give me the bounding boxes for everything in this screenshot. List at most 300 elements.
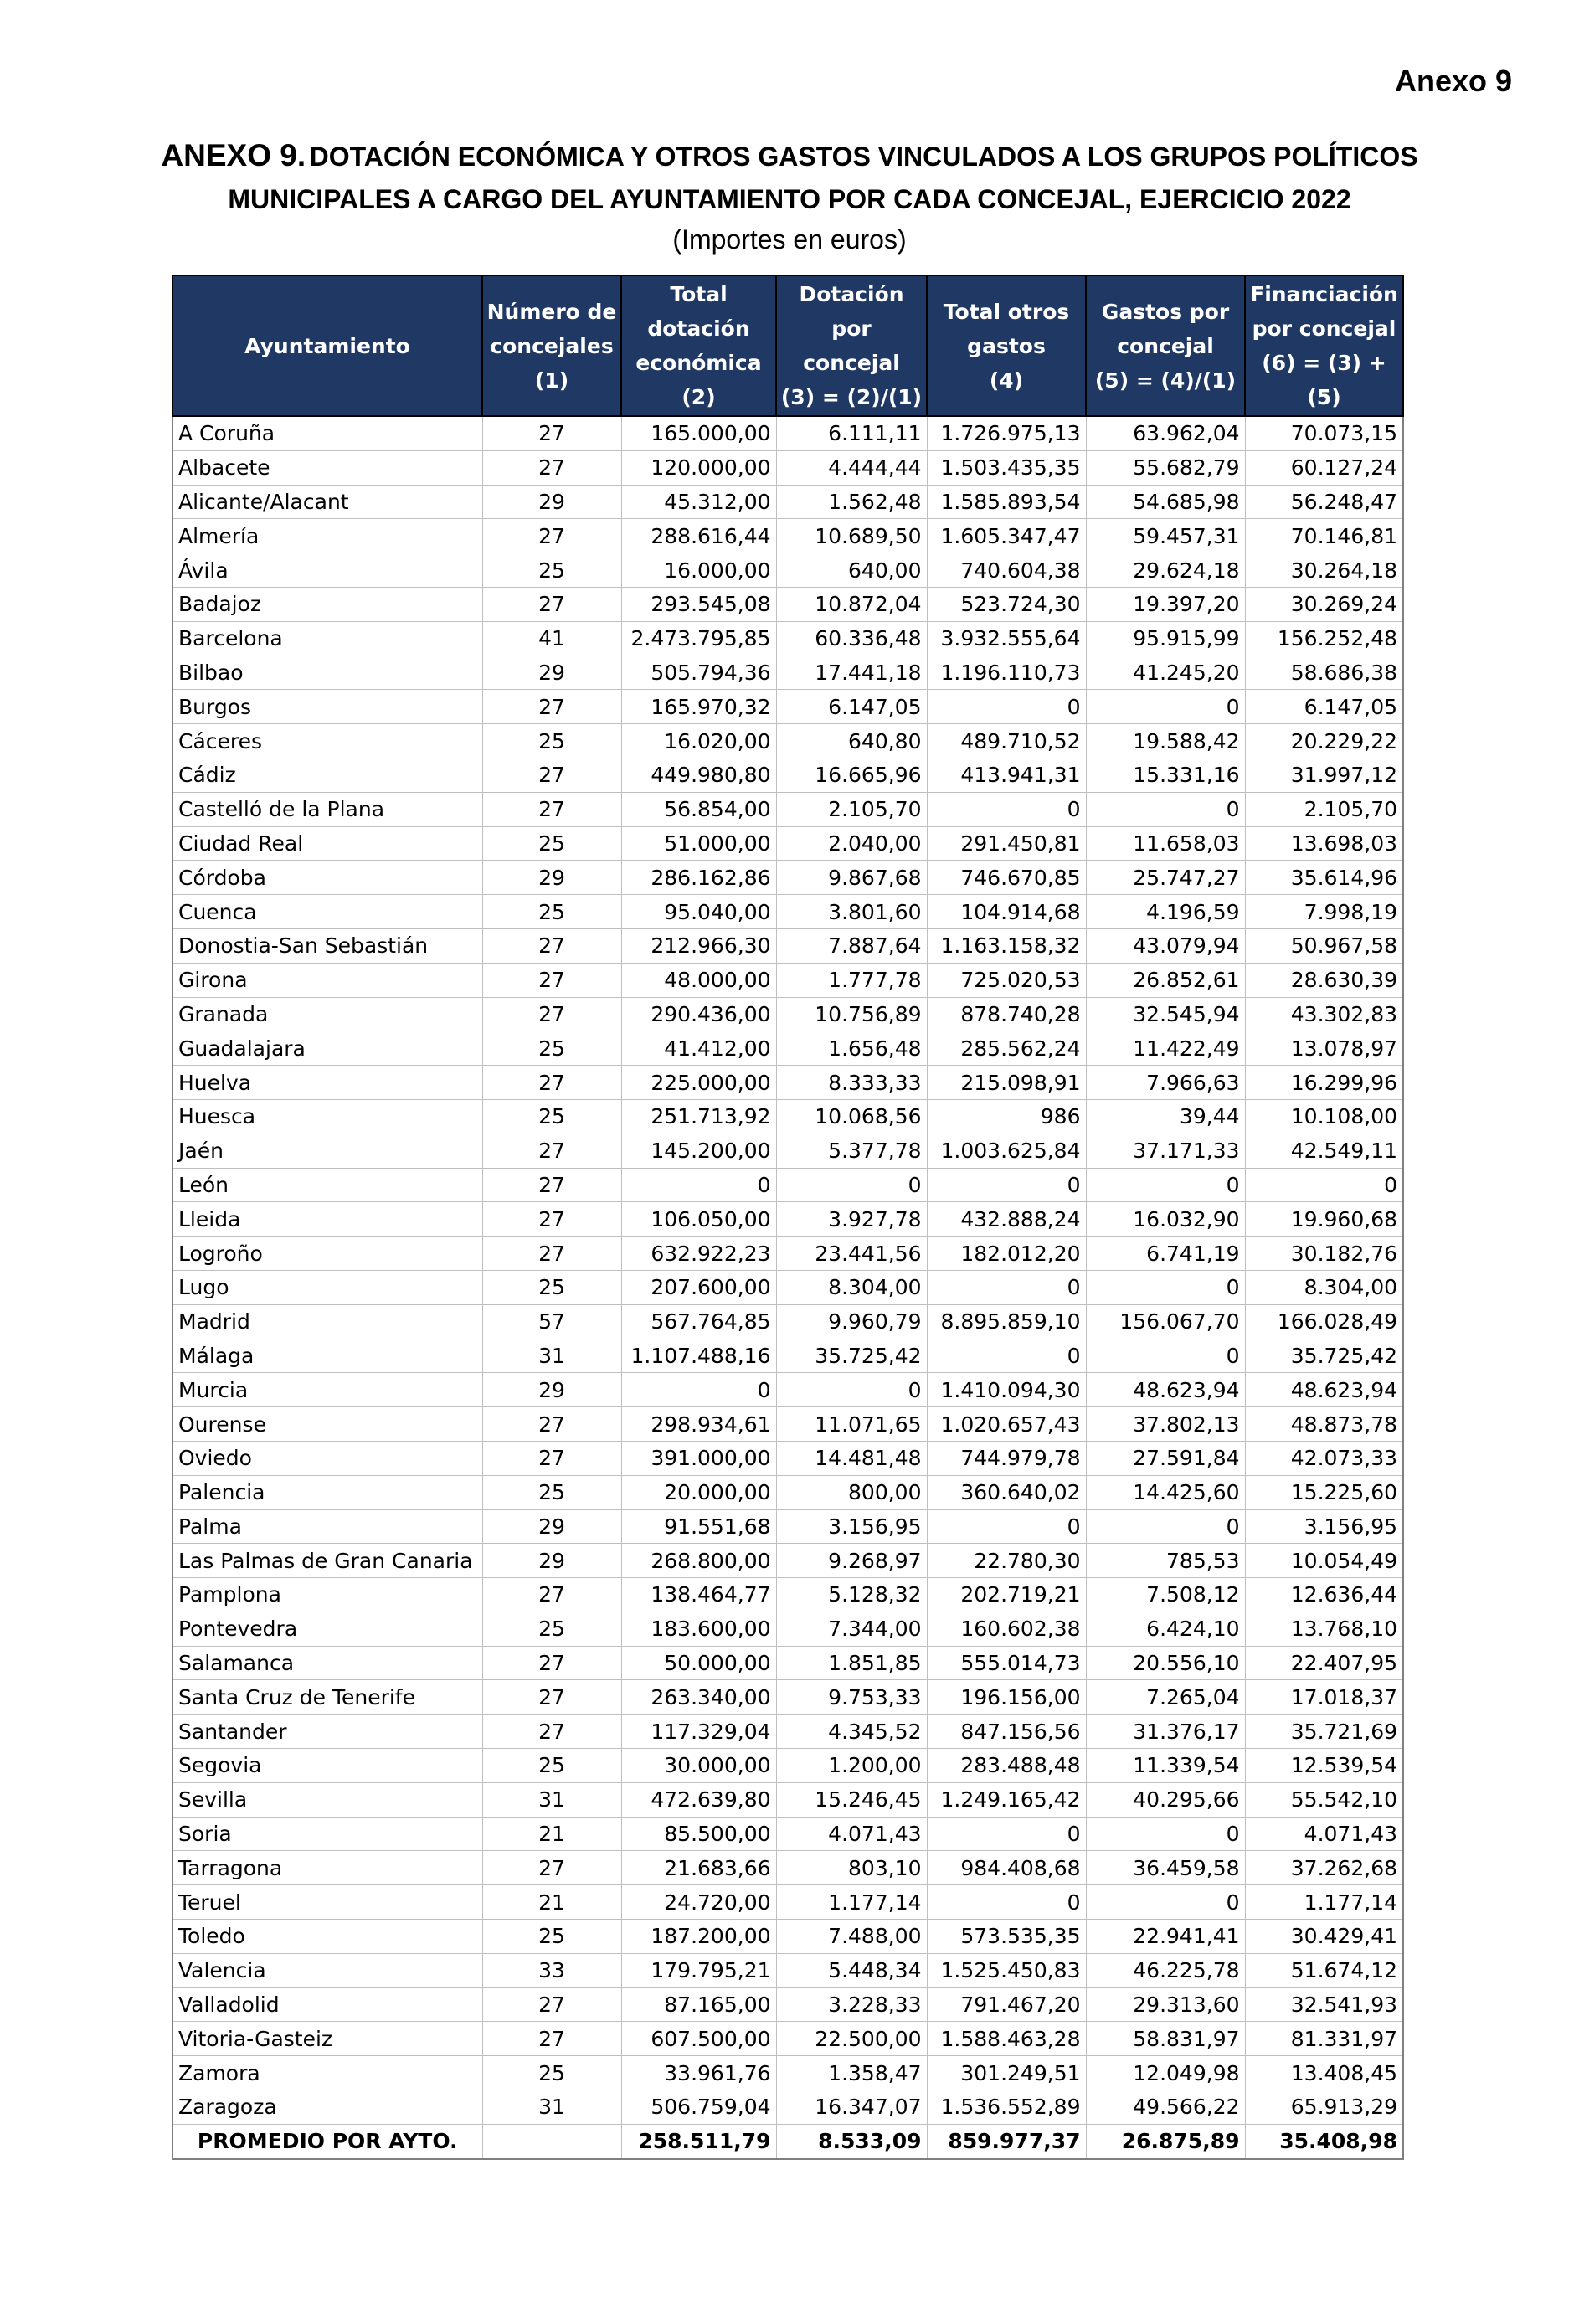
- title-line-2: MUNICIPALES A CARGO DEL AYUNTAMIENTO POR CADA CONCEJAL, EJERCICIO 2022: [228, 184, 1351, 214]
- value-cell: 3.927,78: [776, 1202, 927, 1237]
- value-cell: 17.441,18: [776, 656, 927, 690]
- value-cell: 10.068,56: [776, 1099, 927, 1134]
- column-header-line: Ayuntamiento: [244, 333, 410, 358]
- table-row: [172, 519, 1403, 553]
- value-cell: 449.980,80: [621, 758, 776, 792]
- municipality-cell: Zaragoza: [172, 2090, 482, 2125]
- table-row: [172, 1680, 1403, 1715]
- municipality-cell: Pamplona: [172, 1578, 482, 1612]
- table-row: [172, 1168, 1403, 1202]
- value-cell: 45.312,00: [621, 485, 776, 519]
- value-cell: 95.040,00: [621, 895, 776, 929]
- value-cell: 0: [621, 1373, 776, 1407]
- table-row: [172, 553, 1403, 588]
- value-cell: 567.764,85: [621, 1304, 776, 1339]
- column-header-7: [1245, 275, 1403, 416]
- value-cell: 1.107.488,16: [621, 1339, 776, 1373]
- value-cell: 555.014,73: [927, 1646, 1086, 1680]
- value-cell: 803,10: [776, 1851, 927, 1885]
- value-cell: 37.171,33: [1086, 1134, 1245, 1168]
- value-cell: 55.542,10: [1245, 1782, 1403, 1817]
- municipality-cell: Ciudad Real: [172, 826, 482, 861]
- municipality-cell: PROMEDIO POR AYTO.: [172, 2124, 482, 2158]
- value-cell: 35.408,98: [1245, 2124, 1403, 2158]
- column-header-line: gastos: [967, 333, 1046, 358]
- municipality-cell: Cáceres: [172, 724, 482, 758]
- value-cell: 27: [482, 928, 621, 963]
- value-cell: 285.562,24: [927, 1031, 1086, 1066]
- value-cell: 7.887,64: [776, 928, 927, 963]
- table-row: [172, 1475, 1403, 1509]
- municipality-cell: Palma: [172, 1509, 482, 1544]
- value-cell: 19.588,42: [1086, 724, 1245, 758]
- municipality-cell: Almería: [172, 519, 482, 553]
- value-cell: 298.934,61: [621, 1407, 776, 1442]
- table-row: [172, 1749, 1403, 1783]
- value-cell: 0: [927, 1817, 1086, 1851]
- value-cell: 7.998,19: [1245, 895, 1403, 929]
- value-cell: 25: [482, 553, 621, 588]
- value-cell: 43.079,94: [1086, 928, 1245, 963]
- municipality-cell: Madrid: [172, 1304, 482, 1339]
- table-row: [172, 758, 1403, 792]
- table-row: [172, 1817, 1403, 1851]
- value-cell: 29: [482, 1373, 621, 1407]
- value-cell: 8.333,33: [776, 1066, 927, 1100]
- value-cell: 160.602,38: [927, 1612, 1086, 1646]
- table-row: [172, 1099, 1403, 1134]
- value-cell: 859.977,37: [927, 2124, 1086, 2158]
- municipality-cell: Badajoz: [172, 587, 482, 621]
- municipality-cell: Lugo: [172, 1270, 482, 1304]
- value-cell: 6.424,10: [1086, 1612, 1245, 1646]
- value-cell: 207.600,00: [621, 1270, 776, 1304]
- value-cell: 225.000,00: [621, 1066, 776, 1100]
- value-cell: 7.488,00: [776, 1920, 927, 1954]
- municipality-cell: Logroño: [172, 1237, 482, 1271]
- value-cell: 165.970,32: [621, 690, 776, 724]
- value-cell: 27: [482, 587, 621, 621]
- value-cell: 215.098,91: [927, 1066, 1086, 1100]
- value-cell: 27: [482, 997, 621, 1031]
- column-header-line: (5) = (4)/(1): [1094, 368, 1237, 393]
- value-cell: 37.262,68: [1245, 1851, 1403, 1885]
- value-cell: 9.753,33: [776, 1680, 927, 1715]
- value-cell: 13.768,10: [1245, 1612, 1403, 1646]
- value-cell: 51.674,12: [1245, 1953, 1403, 1987]
- table-row: [172, 587, 1403, 621]
- value-cell: 27: [482, 1407, 621, 1442]
- value-cell: 63.962,04: [1086, 416, 1245, 450]
- municipality-cell: A Coruña: [172, 416, 482, 450]
- value-cell: 391.000,00: [621, 1441, 776, 1475]
- value-cell: 4.444,44: [776, 450, 927, 485]
- value-cell: 29.624,18: [1086, 553, 1245, 588]
- municipality-cell: León: [172, 1168, 482, 1202]
- column-header-line: Total: [670, 282, 728, 306]
- value-cell: 29: [482, 656, 621, 690]
- value-cell: 35.721,69: [1245, 1715, 1403, 1749]
- page-title: [0, 137, 1579, 218]
- value-cell: 15.331,16: [1086, 758, 1245, 792]
- value-cell: 0: [1086, 1339, 1245, 1373]
- value-cell: 48.623,94: [1086, 1373, 1245, 1407]
- table-row: [172, 1920, 1403, 1954]
- table-row: [172, 1646, 1403, 1680]
- value-cell: 49.566,22: [1086, 2090, 1245, 2125]
- table-row: [172, 895, 1403, 929]
- value-cell: 6.111,11: [776, 416, 927, 450]
- value-cell: 29: [482, 861, 621, 895]
- table-row: [172, 1851, 1403, 1885]
- table-row: [172, 656, 1403, 690]
- value-cell: 0: [927, 690, 1086, 724]
- value-cell: 1.503.435,35: [927, 450, 1086, 485]
- municipality-cell: Las Palmas de Gran Canaria: [172, 1544, 482, 1578]
- value-cell: 37.802,13: [1086, 1407, 1245, 1442]
- value-cell: 20.000,00: [621, 1475, 776, 1509]
- value-cell: 640,00: [776, 553, 927, 588]
- value-cell: 54.685,98: [1086, 485, 1245, 519]
- value-cell: 1.410.094,30: [927, 1373, 1086, 1407]
- value-cell: 29: [482, 1509, 621, 1544]
- value-cell: 1.851,85: [776, 1646, 927, 1680]
- value-cell: 1.585.893,54: [927, 485, 1086, 519]
- value-cell: 17.018,37: [1245, 1680, 1403, 1715]
- table-row: [172, 1031, 1403, 1066]
- value-cell: 10.689,50: [776, 519, 927, 553]
- value-cell: 1.536.552,89: [927, 2090, 1086, 2125]
- column-header-4: [776, 275, 927, 416]
- value-cell: 1.777,78: [776, 963, 927, 997]
- value-cell: 1.196.110,73: [927, 656, 1086, 690]
- value-cell: 16.032,90: [1086, 1202, 1245, 1237]
- value-cell: 9.268,97: [776, 1544, 927, 1578]
- value-cell: 573.535,35: [927, 1920, 1086, 1954]
- value-cell: 183.600,00: [621, 1612, 776, 1646]
- municipality-cell: Lleida: [172, 1202, 482, 1237]
- value-cell: 984.408,68: [927, 1851, 1086, 1885]
- value-cell: 1.656,48: [776, 1031, 927, 1066]
- value-cell: 8.895.859,10: [927, 1304, 1086, 1339]
- value-cell: 291.450,81: [927, 826, 1086, 861]
- value-cell: 81.331,97: [1245, 2022, 1403, 2056]
- value-cell: 39,44: [1086, 1099, 1245, 1134]
- table-row: [172, 690, 1403, 724]
- value-cell: 10.756,89: [776, 997, 927, 1031]
- value-cell: 5.448,34: [776, 1953, 927, 1987]
- value-cell: 187.200,00: [621, 1920, 776, 1954]
- value-cell: [482, 2124, 621, 2158]
- title-line-1: [0, 137, 1579, 181]
- value-cell: 0: [927, 1168, 1086, 1202]
- table-row: [172, 1612, 1403, 1646]
- value-cell: 26.875,89: [1086, 2124, 1245, 2158]
- value-cell: 25: [482, 895, 621, 929]
- value-cell: 1.200,00: [776, 1749, 927, 1783]
- value-cell: 0: [1086, 690, 1245, 724]
- value-cell: 8.533,09: [776, 2124, 927, 2158]
- value-cell: 0: [1086, 1509, 1245, 1544]
- value-cell: 16.299,96: [1245, 1066, 1403, 1100]
- value-cell: 263.340,00: [621, 1680, 776, 1715]
- value-cell: 104.914,68: [927, 895, 1086, 929]
- value-cell: 1.003.625,84: [927, 1134, 1086, 1168]
- value-cell: 16.000,00: [621, 553, 776, 588]
- value-cell: 607.500,00: [621, 2022, 776, 2056]
- column-header-line: dotación: [647, 316, 750, 341]
- value-cell: 25: [482, 826, 621, 861]
- value-cell: 50.967,58: [1245, 928, 1403, 963]
- value-cell: 12.539,54: [1245, 1749, 1403, 1783]
- value-cell: 11.071,65: [776, 1407, 927, 1442]
- value-cell: 1.177,14: [776, 1885, 927, 1920]
- value-cell: 523.724,30: [927, 587, 1086, 621]
- value-cell: 7.265,04: [1086, 1680, 1245, 1715]
- value-cell: 27: [482, 792, 621, 826]
- table-row: [172, 861, 1403, 895]
- value-cell: 58.686,38: [1245, 656, 1403, 690]
- value-cell: 21: [482, 1885, 621, 1920]
- value-cell: 0: [1245, 1168, 1403, 1202]
- value-cell: 744.979,78: [927, 1441, 1086, 1475]
- value-cell: 11.339,54: [1086, 1749, 1245, 1783]
- value-cell: 25: [482, 1749, 621, 1783]
- municipality-cell: Segovia: [172, 1749, 482, 1783]
- value-cell: 11.422,49: [1086, 1031, 1245, 1066]
- value-cell: 56.854,00: [621, 792, 776, 826]
- municipality-cell: Valladolid: [172, 1987, 482, 2022]
- value-cell: 25: [482, 1920, 621, 1954]
- value-cell: 27: [482, 416, 621, 450]
- value-cell: 1.588.463,28: [927, 2022, 1086, 2056]
- value-cell: 16.665,96: [776, 758, 927, 792]
- value-cell: 57: [482, 1304, 621, 1339]
- value-cell: 31.376,17: [1086, 1715, 1245, 1749]
- value-cell: 288.616,44: [621, 519, 776, 553]
- municipality-cell: Huelva: [172, 1066, 482, 1100]
- value-cell: 9.867,68: [776, 861, 927, 895]
- value-cell: 85.500,00: [621, 1817, 776, 1851]
- value-cell: 290.436,00: [621, 997, 776, 1031]
- value-cell: 87.165,00: [621, 1987, 776, 2022]
- value-cell: 14.425,60: [1086, 1475, 1245, 1509]
- value-cell: 3.156,95: [1245, 1509, 1403, 1544]
- value-cell: 27.591,84: [1086, 1441, 1245, 1475]
- value-cell: 12.049,98: [1086, 2056, 1245, 2090]
- value-cell: 41: [482, 621, 621, 656]
- value-cell: 5.128,32: [776, 1578, 927, 1612]
- value-cell: 42.549,11: [1245, 1134, 1403, 1168]
- value-cell: 10.108,00: [1245, 1099, 1403, 1134]
- value-cell: 42.073,33: [1245, 1441, 1403, 1475]
- table-row: [172, 1885, 1403, 1920]
- value-cell: 138.464,77: [621, 1578, 776, 1612]
- column-header-line: Número de: [486, 299, 617, 324]
- municipality-cell: Barcelona: [172, 621, 482, 656]
- title-lead: ANEXO 9.: [161, 138, 306, 172]
- value-cell: 106.050,00: [621, 1202, 776, 1237]
- table-row: [172, 1509, 1403, 1544]
- value-cell: 15.225,60: [1245, 1475, 1403, 1509]
- value-cell: 25: [482, 1612, 621, 1646]
- value-cell: 878.740,28: [927, 997, 1086, 1031]
- value-cell: 4.345,52: [776, 1715, 927, 1749]
- value-cell: 51.000,00: [621, 826, 776, 861]
- value-cell: 13.698,03: [1245, 826, 1403, 861]
- value-cell: 0: [776, 1168, 927, 1202]
- value-cell: 32.545,94: [1086, 997, 1245, 1031]
- table-row: [172, 1715, 1403, 1749]
- column-header-line: (1): [534, 368, 569, 393]
- column-header-6: [1086, 275, 1245, 416]
- value-cell: 27: [482, 1066, 621, 1100]
- value-cell: 3.156,95: [776, 1509, 927, 1544]
- table-row: [172, 792, 1403, 826]
- value-cell: 472.639,80: [621, 1782, 776, 1817]
- column-header-line: Dotación por: [799, 282, 904, 341]
- municipality-cell: Palencia: [172, 1475, 482, 1509]
- value-cell: 14.481,48: [776, 1441, 927, 1475]
- value-cell: 27: [482, 963, 621, 997]
- table-row: [172, 1987, 1403, 2022]
- value-cell: 0: [927, 1885, 1086, 1920]
- value-cell: 489.710,52: [927, 724, 1086, 758]
- value-cell: 55.682,79: [1086, 450, 1245, 485]
- municipality-cell: Jaén: [172, 1134, 482, 1168]
- value-cell: 30.264,18: [1245, 553, 1403, 588]
- value-cell: 746.670,85: [927, 861, 1086, 895]
- municipality-cell: Valencia: [172, 1953, 482, 1987]
- value-cell: 30.269,24: [1245, 587, 1403, 621]
- table-row: [172, 450, 1403, 485]
- value-cell: 20.229,22: [1245, 724, 1403, 758]
- value-cell: 27: [482, 2022, 621, 2056]
- value-cell: 15.246,45: [776, 1782, 927, 1817]
- column-header-5: [927, 275, 1086, 416]
- value-cell: 120.000,00: [621, 450, 776, 485]
- table-row: [172, 826, 1403, 861]
- table-row: [172, 1953, 1403, 1987]
- municipality-cell: Castelló de la Plana: [172, 792, 482, 826]
- value-cell: 13.078,97: [1245, 1031, 1403, 1066]
- table-row: [172, 1373, 1403, 1407]
- value-cell: 7.508,12: [1086, 1578, 1245, 1612]
- municipality-cell: Soria: [172, 1817, 482, 1851]
- value-cell: 166.028,49: [1245, 1304, 1403, 1339]
- value-cell: 40.295,66: [1086, 1782, 1245, 1817]
- value-cell: 21: [482, 1817, 621, 1851]
- value-cell: 27: [482, 1851, 621, 1885]
- value-cell: 2.105,70: [1245, 792, 1403, 826]
- municipality-cell: Huesca: [172, 1099, 482, 1134]
- table-row: [172, 1578, 1403, 1612]
- municipality-cell: Donostia-San Sebastián: [172, 928, 482, 963]
- value-cell: 2.473.795,85: [621, 621, 776, 656]
- value-cell: 10.872,04: [776, 587, 927, 621]
- value-cell: 25: [482, 1031, 621, 1066]
- municipality-cell: Málaga: [172, 1339, 482, 1373]
- table-row: [172, 416, 1403, 450]
- value-cell: 16.347,07: [776, 2090, 927, 2125]
- value-cell: 1.525.450,83: [927, 1953, 1086, 1987]
- table-row: [172, 1339, 1403, 1373]
- value-cell: 8.304,00: [776, 1270, 927, 1304]
- table-row: [172, 2056, 1403, 2090]
- value-cell: 24.720,00: [621, 1885, 776, 1920]
- municipality-cell: Cuenca: [172, 895, 482, 929]
- column-header-line: (4): [989, 368, 1024, 393]
- value-cell: 22.500,00: [776, 2022, 927, 2056]
- value-cell: 9.960,79: [776, 1304, 927, 1339]
- value-cell: 70.073,15: [1245, 416, 1403, 450]
- value-cell: 13.408,45: [1245, 2056, 1403, 2090]
- value-cell: 25: [482, 2056, 621, 2090]
- value-cell: 27: [482, 1715, 621, 1749]
- value-cell: 31: [482, 1339, 621, 1373]
- municipality-cell: Oviedo: [172, 1441, 482, 1475]
- municipality-cell: Zamora: [172, 2056, 482, 2090]
- value-cell: 986: [927, 1099, 1086, 1134]
- municipality-cell: Santander: [172, 1715, 482, 1749]
- value-cell: 58.831,97: [1086, 2022, 1245, 2056]
- subtitle: (Importes en euros): [672, 224, 907, 255]
- value-cell: 65.913,29: [1245, 2090, 1403, 2125]
- municipality-cell: Bilbao: [172, 656, 482, 690]
- table-row: [172, 1202, 1403, 1237]
- column-header-1: [172, 275, 482, 416]
- municipality-cell: Ourense: [172, 1407, 482, 1442]
- value-cell: 16.020,00: [621, 724, 776, 758]
- value-cell: 4.071,43: [1245, 1817, 1403, 1851]
- value-cell: 12.636,44: [1245, 1578, 1403, 1612]
- value-cell: 725.020,53: [927, 963, 1086, 997]
- value-cell: 27: [482, 1578, 621, 1612]
- column-header-line: (3) = (2)/(1): [780, 385, 923, 409]
- column-header-3: [621, 275, 776, 416]
- value-cell: 36.459,58: [1086, 1851, 1245, 1885]
- value-cell: 740.604,38: [927, 553, 1086, 588]
- municipality-cell: Burgos: [172, 690, 482, 724]
- municipality-cell: Alicante/Alacant: [172, 485, 482, 519]
- table-row: [172, 2090, 1403, 2125]
- value-cell: 632.922,23: [621, 1237, 776, 1271]
- value-cell: 0: [1086, 1168, 1245, 1202]
- value-cell: 2.105,70: [776, 792, 927, 826]
- value-cell: 1.605.347,47: [927, 519, 1086, 553]
- value-cell: 25: [482, 1099, 621, 1134]
- value-cell: 283.488,48: [927, 1749, 1086, 1783]
- data-table: [172, 275, 1404, 2160]
- value-cell: 27: [482, 450, 621, 485]
- value-cell: 31.997,12: [1245, 758, 1403, 792]
- value-cell: 0: [927, 1339, 1086, 1373]
- value-cell: 29.313,60: [1086, 1987, 1245, 2022]
- value-cell: 196.156,00: [927, 1680, 1086, 1715]
- value-cell: 1.163.158,32: [927, 928, 1086, 963]
- value-cell: 30.000,00: [621, 1749, 776, 1783]
- value-cell: 30.429,41: [1245, 1920, 1403, 1954]
- value-cell: 48.873,78: [1245, 1407, 1403, 1442]
- column-header-line: Gastos por: [1101, 299, 1230, 324]
- table-row: [172, 1304, 1403, 1339]
- value-cell: 202.719,21: [927, 1578, 1086, 1612]
- value-cell: 258.511,79: [621, 2124, 776, 2158]
- value-cell: 286.162,86: [621, 861, 776, 895]
- value-cell: 31: [482, 2090, 621, 2125]
- value-cell: 27: [482, 1646, 621, 1680]
- value-cell: 413.941,31: [927, 758, 1086, 792]
